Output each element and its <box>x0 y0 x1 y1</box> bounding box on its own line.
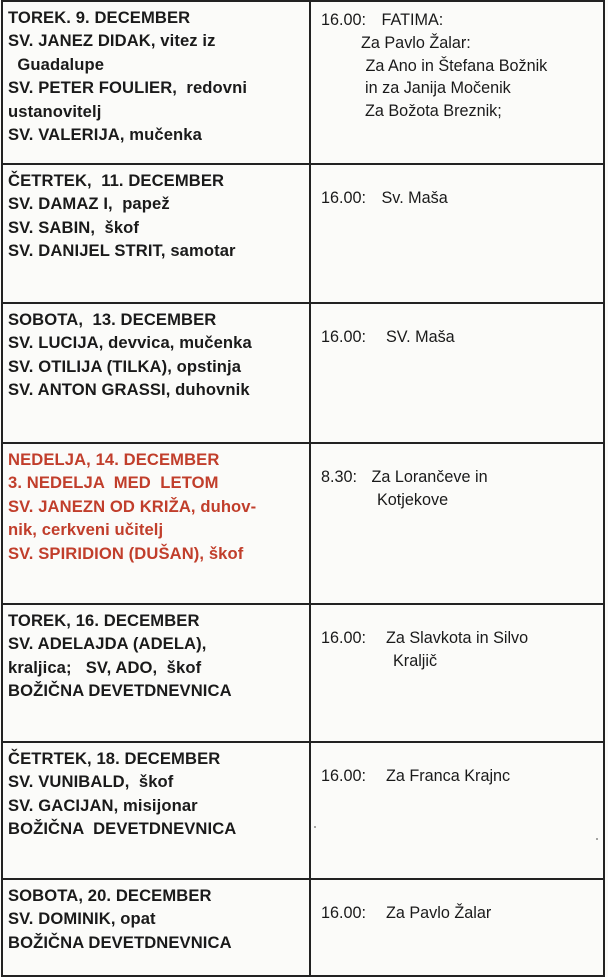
table-row <box>2 879 604 976</box>
saint-line: SV. DANIJEL STRIT, samotar <box>8 241 236 261</box>
saint-line: BOŽIČNA DEVETDNEVNICA <box>8 932 232 952</box>
mass-cell <box>310 303 604 443</box>
saint-line: SV. ADELAJDA (ADELA), <box>8 634 207 654</box>
mass-schedule-body <box>2 1 604 976</box>
day-heading: TOREK. 9. DECEMBER <box>8 8 191 27</box>
table-row <box>2 303 604 443</box>
table-row <box>2 742 604 879</box>
saint-line: SV. ANTON GRASSI, duhovnik <box>8 380 250 400</box>
day-cell <box>2 1 310 164</box>
mass-line <box>321 326 603 349</box>
day-heading: NEDELJA, 14. DECEMBER <box>8 450 220 469</box>
mass-intention: Kraljič <box>393 651 438 670</box>
mass-intention: Sv. Maša <box>381 189 448 207</box>
day-cell <box>2 604 310 742</box>
mass-time: 16.00: <box>321 328 367 346</box>
saint-line: ustanovitelj <box>8 101 102 121</box>
day-cell <box>2 164 310 303</box>
mass-intention: Za Ano in Štefana Božnik <box>361 56 548 75</box>
saint-line: SV. SPIRIDION (DUŠAN), škof <box>8 543 244 563</box>
mass-intention: Za Božota Breznik; <box>365 102 502 121</box>
saint-line: SV. SABIN, škof <box>8 217 140 237</box>
mass-time: 8.30: <box>321 468 358 486</box>
saint-line: SV. DOMINIK, opat <box>8 909 156 929</box>
saint-line: SV. DAMAZ I, papež <box>8 194 170 214</box>
mass-cell <box>310 443 604 604</box>
day-heading: SOBOTA, 13. DECEMBER <box>8 310 217 329</box>
saint-line: SV. JANEZ DIDAK, vitez iz <box>8 31 216 51</box>
day-cell <box>2 443 310 604</box>
mass-time: 16.00: <box>321 629 367 647</box>
mass-schedule-table <box>1 0 605 977</box>
mass-time: 16.00: <box>321 767 367 785</box>
day-heading: TOREK, 16. DECEMBER <box>8 611 200 630</box>
day-cell <box>2 303 310 443</box>
table-row <box>2 443 604 604</box>
mass-line <box>321 627 603 650</box>
saint-line: SV. LUCIJA, devvica, mučenka <box>8 333 252 353</box>
day-heading: ČETRTEK, 18. DECEMBER <box>8 749 221 768</box>
mass-intention: Za Franca Krajnc <box>381 767 511 785</box>
mass-intention: SV. Maša <box>381 328 455 346</box>
table-row <box>2 164 604 303</box>
mass-line <box>321 902 603 925</box>
mass-time: 16.00: <box>321 189 367 207</box>
mass-intention: Kotjekove <box>377 490 449 509</box>
mass-intention: Za Pavlo Žalar <box>381 904 492 922</box>
saint-line: SV. JANEZN OD KRIŽA, duhov- <box>8 496 257 516</box>
mass-cell <box>310 604 604 742</box>
day-cell <box>2 879 310 976</box>
mass-cell <box>310 164 604 303</box>
mass-cell <box>310 742 604 879</box>
mass-cell <box>310 879 604 976</box>
saint-line: SV. PETER FOULIER, redovni <box>8 78 248 98</box>
table-row <box>2 1 604 164</box>
saint-line: Guadalupe <box>8 54 105 74</box>
mass-line <box>321 466 603 489</box>
mass-time: 16.00: <box>321 904 367 922</box>
mass-line <box>321 187 603 210</box>
mass-line <box>321 9 603 32</box>
saint-line: kraljica; SV, ADO, škof <box>8 657 202 677</box>
mass-intention: Za Pavlo Žalar: <box>361 33 471 52</box>
scan-speck <box>314 826 316 828</box>
mass-intention: FATIMA: <box>381 11 444 29</box>
saint-line: SV. OTILIJA (TILKA), opstinja <box>8 356 242 376</box>
mass-line <box>321 765 603 788</box>
table-row <box>2 604 604 742</box>
saint-line: nik, cerkveni učitelj <box>8 520 164 540</box>
saint-line: SV. GACIJAN, misijonar <box>8 795 198 815</box>
day-cell <box>2 742 310 879</box>
saint-line: SV. VUNIBALD, škof <box>8 772 174 792</box>
mass-cell <box>310 1 604 164</box>
scan-speck <box>596 838 598 840</box>
mass-intention: Za Slavkota in Silvo <box>381 629 529 647</box>
day-heading: SOBOTA, 20. DECEMBER <box>8 886 212 905</box>
saint-line: BOŽIČNA DEVETDNEVNICA <box>8 819 237 839</box>
day-heading: ČETRTEK, 11. DECEMBER <box>8 171 225 190</box>
saint-line: 3. NEDELJA MED LETOM <box>8 473 219 493</box>
mass-intention: Za Lorančeve in <box>371 468 488 486</box>
saint-line: BOŽIČNA DEVETDNEVNICA <box>8 681 232 701</box>
mass-intention: in za Janija Močenik <box>365 79 511 98</box>
mass-time: 16.00: <box>321 11 367 29</box>
saint-line: SV. VALERIJA, mučenka <box>8 125 202 145</box>
